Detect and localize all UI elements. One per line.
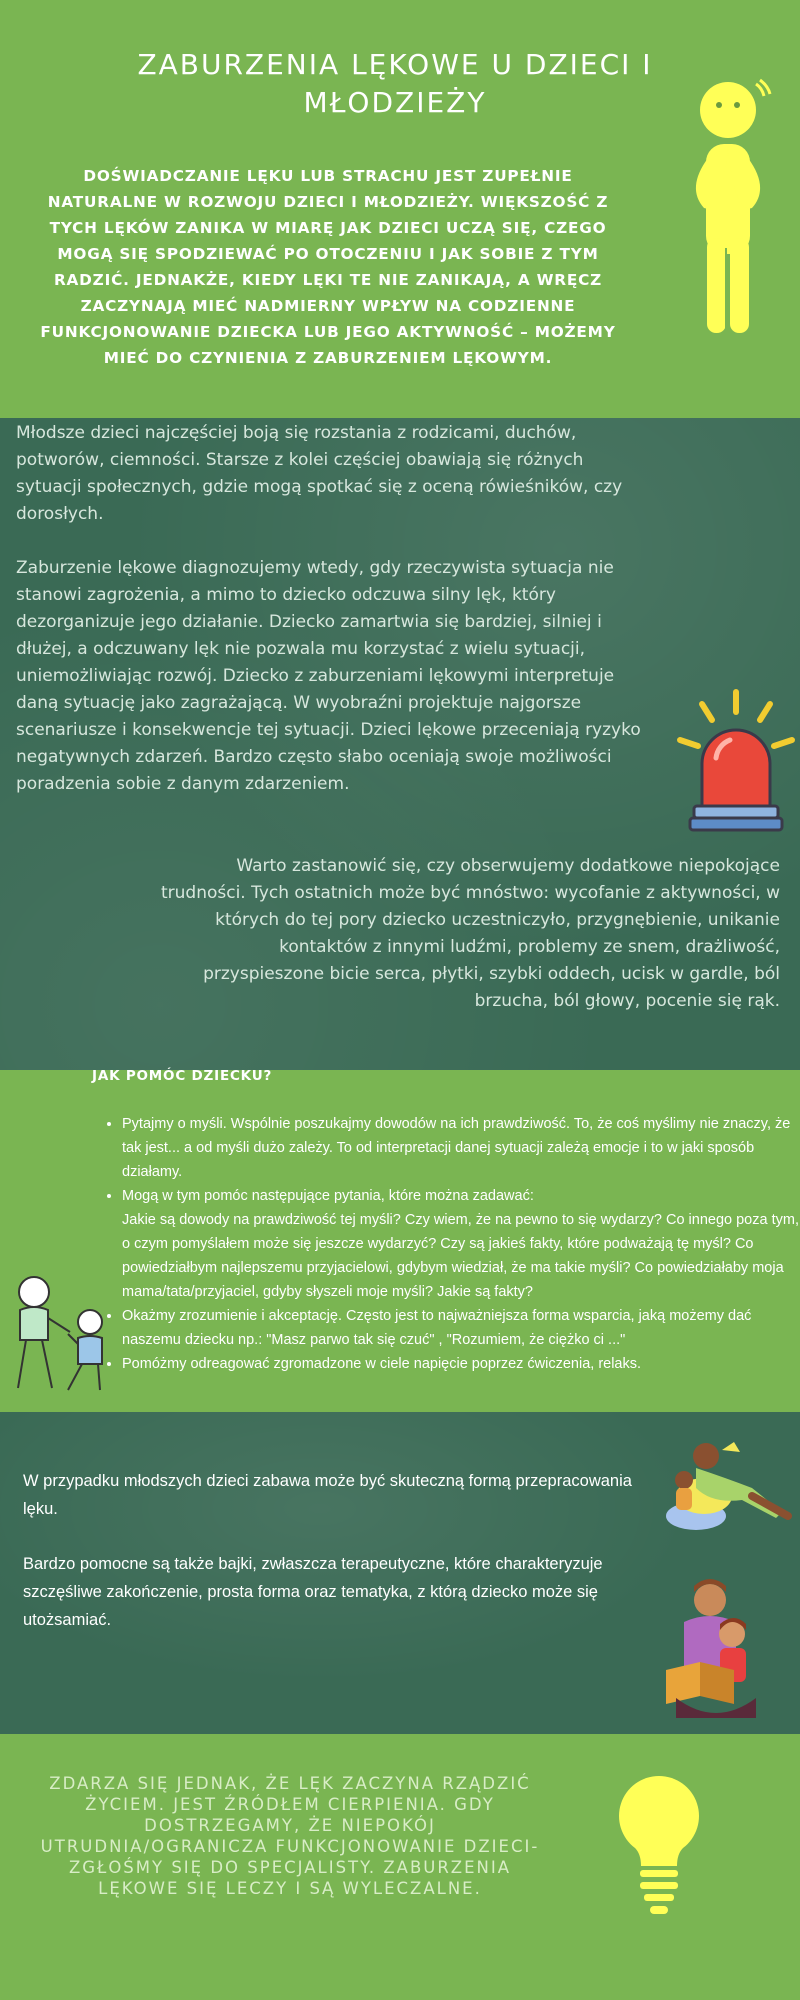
questions-text: Jakie są dowody na prawdziwość tej myśli? Czy wiem, że na pewno to się wydarzy? Co innego poza tym, o czym pomyślałem może się jeszcze wydarzyć? Czy są jakieś fakty, które podważają tę myśl? Co powiedziałbym najlepszemu przyjacielowi, gdybym wiedział, że ma takie myśli? Co powiedziałaby moja mama/tata/przyjaciel, gdyby słyszeli moje myśli? Jakie są fakty? <box>122 1212 799 1300</box>
list-item-text: Mogą w tym pomóc następujące pytania, które można zadawać: <box>122 1188 534 1204</box>
warning-signs-paragraph: Warto zastanowić się, czy obserwujemy dodatkowe niepokojące trudności. Tych ostatnich może być mnóstwo: wycofanie z aktywności, w których do tej pory dziecko uczestniczyło, przygnębienie, unikanie kontaktów z innymi ludźmi, problemy ze snem, drażliwość, przyspieszone bicie serca, płytki, szybki oddech, ucisk w gardle, ból brzucha, ból głowy, pocenie się rąk. <box>160 856 780 1011</box>
closing-text: ZDARZA SIĘ JEDNAK, ŻE LĘK ZACZYNA RZĄDZIĆ ŻYCIEM. JEST ŹRÓDŁEM CIERPIENIA. GDY DOSTRZEGAMY, ŻE NIEPOKÓJ UTRUDNIA/OGRANICZA FUNKCJONOWANIE DZIECI- ZGŁOŚMY SIĘ DO SPECJALISTY. ZABURZENIA LĘKOWE SIĘ LECZY I SĄ WYLECZALNE. <box>40 1774 540 1898</box>
intro-text: DOŚWIADCZANIE LĘKU LUB STRACHU JEST ZUPEŁNIE NATURALNE W ROZWOJU DZIECI I MŁODZIEŻY. WIĘKSZOŚĆ Z TYCH LĘKÓW ZANIKA W MIARĘ JAK DZIECI UCZĄ SIĘ, CZEGO MOGĄ SIĘ SPODZIEWAĆ PO OTOCZENIU I JAK SOBIE Z TYM RADZIĆ. JEDNAKŻE, KIEDY LĘKI TE NIE ZANIKAJĄ, A WRĘCZ ZACZYNAJĄ MIEĆ NADMIERNY WPŁYW NA CODZIENNE FUNKCJONOWANIE DZIECKA LUB JEGO AKTYWNOŚĆ – MOŻEMY MIEĆ DO CZYNIENIA Z ZABURZENIEM LĘKOWYM. <box>40 167 616 367</box>
mother-child-playing-icon <box>656 1436 796 1536</box>
help-list <box>92 1112 800 1376</box>
fairy-tales-paragraph: Bardzo pomocne są także bajki, zwłaszcza terapeutyczne, które charakteryzuje szczęśliwe zakończenie, prosta forma oraz tematyka, z którą dziecko może się utożsamiać. <box>23 1555 603 1629</box>
lightbulb-icon <box>614 1772 704 1922</box>
scared-figure-icon <box>676 78 776 338</box>
list-item: • Pytajmy o myśli. Wspólnie poszukajmy dowodów na ich prawdziwość. To, że coś myślimy nie znaczy, że tak jest... a od myśli dużo zależy. To od interpretacji danej sytuacji zależą emocje i to w jaki sposób działamy. <box>122 1112 800 1184</box>
list-item: • Pomóżmy odreagować zgromadzone w ciele napięcie poprzez ćwiczenia, relaks. <box>122 1352 800 1376</box>
alarm-siren-icon <box>672 688 800 836</box>
play-paragraph: W przypadku młodszych dzieci zabawa może być skuteczną formą przepracowania lęku. <box>23 1472 632 1518</box>
help-heading: JAK POMÓC DZIECKU? <box>92 1068 273 1084</box>
father-reading-icon <box>662 1578 768 1726</box>
list-item: • Okażmy zrozumienie i akceptację. Często jest to najważniejsza forma wsparcia, jaką możemy dać naszemu dziecku np.: "Masz parwo tak się czuć" , "Rozumiem, że ciężko ci ..." <box>122 1304 800 1352</box>
kids-walking-icon <box>0 1272 110 1398</box>
common-fears-paragraph: Młodsze dzieci najczęściej boją się rozstania z rodzicami, duchów, potworów, ciemności. Starsze z kolei częściej obawiają się różnych sytuacji społecznych, gdzie mogą spotkać się z oceną rówieśników, czy dorosłych. <box>16 423 623 524</box>
page-title: ZABURZENIA LĘKOWE U DZIECI I MŁODZIEŻY <box>137 48 653 119</box>
diagnosis-paragraph: Zaburzenie lękowe diagnozujemy wtedy, gdy rzeczywista sytuacja nie stanowi zagrożenia, a mimo to dziecko odczuwa silny lęk, który dezorganizuje jego działanie. Dziecko zamartwia się bardziej, silniej i dłużej, a odczuwany lęk nie pozwala mu korzystać z wielu sytuacji, uniemożliwiając rozwój. Dziecko z zaburzeniami lękowymi interpretuje daną sytuację jako zagrażającą. W wyobraźni projektuje najgorsze scenariusze i konsekwencje tej sytuacji. Dzieci lękowe przeceniają ryzyko negatywnych zdarzeń. Bardzo często słabo oceniają swoje możliwości poradzenia sobie z danym zdarzeniem. <box>16 558 641 794</box>
list-item <box>122 1184 800 1304</box>
